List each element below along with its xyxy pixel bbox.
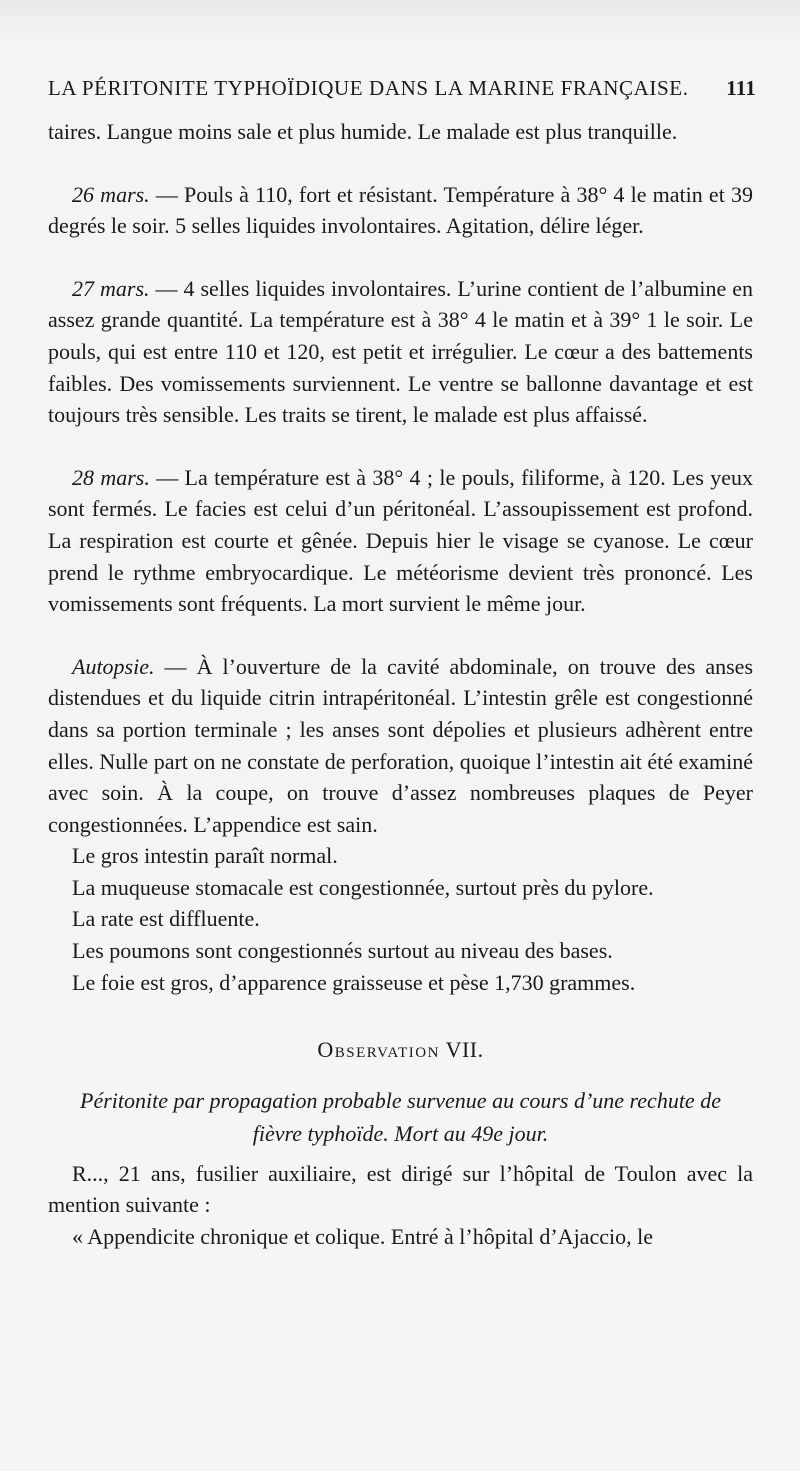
observation-number: VII. [445,1037,484,1063]
running-header [48,76,756,101]
date-28-mars: 28 mars. [72,464,150,490]
text-autopsie: — À l’ouverture de la cavité abdominale, on trouve des anses distendues et du liquide citrin intrapéritonéal. L’intestin grêle est congestionné dans sa portion terminale ; les anses sont dépolies et plusieurs adhèrent entre elles. Nulle part on ne constate de perforation, quoique l’intestin ait été examiné avec soin. À la coupe, on trouve d’assez nombreuses plaques de Peyer congestionnées. L’appendice est sain. [48,653,753,837]
running-title: LA PÉRITONITE TYPHOÏDIQUE DANS LA MARINE FRANÇAISE. [48,76,689,100]
paragraph-26-mars [48,179,753,242]
paragraph-patient-intro: R..., 21 ans, fusilier auxiliaire, est dirigé sur l’hôpital de Toulon avec la mention suivante : [48,1160,753,1218]
paragraph-poumons: Les poumons sont congestionnés surtout au niveau des bases. [72,938,613,964]
paragraph-28-mars [48,462,753,620]
paragraph-gros-intestin: Le gros intestin paraît normal. [72,843,338,869]
label-autopsie: Autopsie. [72,653,155,679]
text-28-mars: — La température est à 38° 4 ; le pouls, filiforme, à 120. Les yeux sont fermés. Le facies est celui d’un péritonéal. L’assoupissement est profond. La respiration est courte et gênée. Depuis hier le visage se cyanose. Le cœur prend le rythme embryocardique. Le météorisme devient très prononcé. Les vomissements sont fréquents. La mort survient le même jour. [48,464,753,617]
paragraph-autopsie [48,651,753,841]
paragraph-foie: Le foie est gros, d’apparence graisseuse et pèse 1,730 grammes. [72,969,636,995]
paragraph-muqueuse: La muqueuse stomacale est congestionnée, surtout près du pylore. [72,874,654,900]
paragraph-27-mars [48,273,753,431]
text-27-mars: — 4 selles liquides involontaires. L’urine contient de l’albumine en assez grande quantité. La température est à 38° 4 le matin et à 39° 1 le soir. Le pouls, qui est entre 110 et 120, est petit et irrégulier. Le cœur a des battements faibles. Des vomissements surviennent. Le ventre se ballonne davantage et est toujours très sensible. Les traits se tirent, le malade est plus affaissé. [48,275,753,428]
page-number: 111 [726,76,756,100]
observation-heading [48,1034,753,1066]
paragraph-continuation: taires. Langue moins sale et plus humide. Le malade est plus tranquille. [48,119,678,144]
page-body [48,116,753,1253]
observation-subtitle-2: fièvre typhoïde. Mort au 49e jour. [252,1120,549,1146]
text-26-mars: — Pouls à 110, fort et résistant. Température à 38° 4 le matin et 39 degrés le soir. 5 selles liquides involontaires. Agitation, délire léger. [48,181,753,239]
observation-label: Observation [317,1037,440,1063]
paragraph-rate: La rate est diffluente. [72,906,260,932]
observation-subtitle-1: Péritonite par propagation probable survenue au cours d’une rechute de [80,1087,721,1113]
paragraph-quote-start: « Appendicite chronique et colique. Entré à l’hôpital d’Ajaccio, le [72,1224,653,1250]
date-27-mars: 27 mars. [72,275,150,301]
date-26-mars: 26 mars. [72,181,150,207]
